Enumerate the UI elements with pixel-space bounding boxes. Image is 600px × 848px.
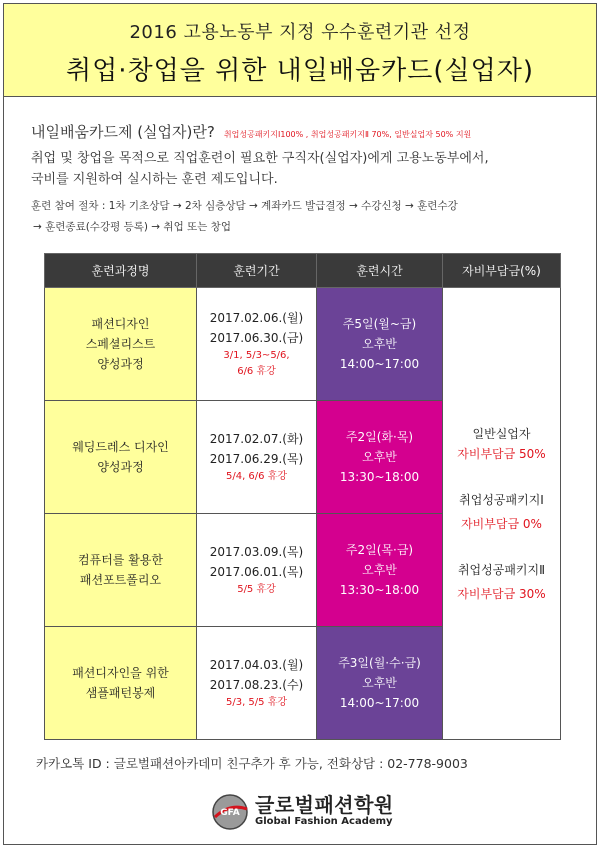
cost-pkg1-label: 취업성공패키지Ⅰ <box>459 492 544 507</box>
holiday-note: 5/4, 6/6 휴강 <box>225 471 288 482</box>
description-line: 취업 및 창업을 목적으로 직업훈련이 필요한 구직자(실업자)에게 고용노동부에서, <box>31 151 489 166</box>
class-hours: 13:30~18:00 <box>339 583 420 597</box>
header-period: 훈련기간 <box>197 254 317 288</box>
end-date: 2017.06.01.(목) <box>209 565 304 579</box>
header-banner <box>4 4 596 97</box>
end-date: 2017.06.30.(금) <box>209 331 304 345</box>
time-cell <box>317 514 443 627</box>
table-row <box>45 288 561 401</box>
cost-pkg1-value: 자비부담금 0% <box>461 516 542 531</box>
class-days: 주3일(월·수·금) <box>338 656 421 670</box>
course-name-line: 패션포트폴리오 <box>79 573 162 587</box>
intro-title: 내일배움카드제 (실업자)란? <box>31 123 215 141</box>
header-cost: 자비부담금(%) <box>443 254 561 288</box>
course-name-line: 스페셜리스트 <box>85 337 156 351</box>
logo-mark-text: GFA <box>220 808 240 818</box>
header-subtitle: 2016 고용노동부 지정 우수훈련기관 선정 <box>129 22 471 43</box>
cost-cell <box>443 288 561 740</box>
course-name-line: 컴퓨터를 활용한 <box>78 553 163 567</box>
holiday-note: 5/5 휴강 <box>237 584 276 595</box>
holiday-note: 5/3, 5/5 휴강 <box>225 697 288 708</box>
course-name-line: 패션디자인 <box>91 317 150 331</box>
course-name-cell <box>45 288 197 401</box>
class-hours: 13:30~18:00 <box>339 470 420 484</box>
academy-logo <box>211 789 411 833</box>
class-hours: 14:00~17:00 <box>339 696 420 710</box>
class-session: 오후반 <box>362 337 397 351</box>
holiday-note: 6/6 휴강 <box>237 366 276 377</box>
class-session: 오후반 <box>362 676 397 690</box>
start-date: 2017.04.03.(월) <box>209 658 304 672</box>
class-days: 주2일(화·목) <box>345 430 414 444</box>
start-date: 2017.02.07.(화) <box>209 432 304 446</box>
cost-pkg2-label: 취업성공패키지Ⅱ <box>457 562 546 577</box>
course-name-line: 샘플패턴봉제 <box>85 686 156 700</box>
course-name-cell <box>45 627 197 740</box>
start-date: 2017.02.06.(월) <box>209 311 304 325</box>
cost-general-value: 자비부담금 50% <box>457 446 546 461</box>
period-cell <box>197 288 317 401</box>
class-days: 주2일(목·금) <box>345 543 414 557</box>
intro-title-row <box>31 121 571 142</box>
header-course-name: 훈련과정명 <box>45 254 197 288</box>
course-table <box>44 253 561 740</box>
steps-line: → 훈련종료(수강평 등록) → 취업 또는 창업 <box>33 221 231 233</box>
cost-general-label: 일반실업자 <box>472 426 531 441</box>
class-days: 주5일(월~금) <box>342 317 417 331</box>
gfa-logo-icon <box>211 793 249 831</box>
time-cell <box>317 627 443 740</box>
course-name-cell <box>45 401 197 514</box>
start-date: 2017.03.09.(목) <box>209 545 304 559</box>
course-name-line: 양성과정 <box>97 460 144 474</box>
academy-name-korean: 글로벌패션학원 <box>255 793 394 817</box>
cost-pkg2-value: 자비부담금 30% <box>457 586 546 601</box>
class-session: 오후반 <box>362 450 397 464</box>
support-note: 취업성공패키지Ⅰ100% , 취업성공패키지Ⅱ 70%, 일반실업자 50% 지원 <box>223 130 472 139</box>
class-hours: 14:00~17:00 <box>339 357 420 371</box>
period-cell <box>197 627 317 740</box>
end-date: 2017.06.29.(목) <box>209 452 304 466</box>
header-time: 훈련시간 <box>317 254 443 288</box>
period-cell <box>197 401 317 514</box>
procedure-steps <box>31 196 571 238</box>
table-header-row <box>45 254 561 288</box>
intro-description <box>31 148 571 190</box>
course-name-cell <box>45 514 197 627</box>
course-name-line: 웨딩드레스 디자인 <box>72 440 169 454</box>
time-cell <box>317 288 443 401</box>
description-line: 국비를 지원하여 실시하는 훈련 제도입니다. <box>31 172 278 187</box>
class-session: 오후반 <box>362 563 397 577</box>
steps-line: 훈련 참여 절차 : 1차 기초상담 → 2차 심층상담 → 계좌카드 발급결정 → 수강신청 → 훈련수강 <box>31 200 458 212</box>
contact-info: 카카오톡 ID : 글로벌패션아카데미 친구추가 후 가능, 전화상담 : 02-778-9003 <box>36 756 468 771</box>
holiday-note: 3/1, 5/3~5/6, <box>223 350 290 361</box>
course-name-line: 패션디자인을 위한 <box>72 666 169 680</box>
academy-name-english: Global Fashion Academy <box>255 816 393 827</box>
header-title: 취업·창업을 위한 내일배움카드(실업자) <box>66 56 534 86</box>
time-cell <box>317 401 443 514</box>
period-cell <box>197 514 317 627</box>
course-name-line: 양성과정 <box>97 357 144 371</box>
flyer-frame <box>3 3 597 845</box>
end-date: 2017.08.23.(수) <box>209 678 304 692</box>
intro-section <box>31 121 571 238</box>
